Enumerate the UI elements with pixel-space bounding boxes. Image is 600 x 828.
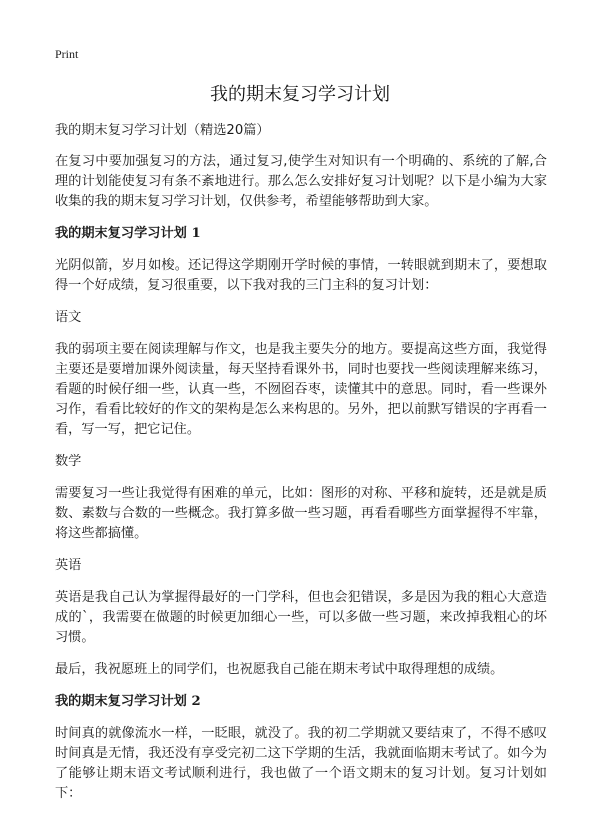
subject-chinese-text: 我的弱项主要在阅读理解与作文，也是我主要失分的地方。要提高这些方面，我觉得主要还是要增加课外阅读量，每天坚持看课外书，同时也要找一些阅读理解来练习，看题的时候仔细一些，认真一些，不囫囵吞枣，读懂其中的意思。同时，看一些课外习作，看看比较好的作文的架构是怎么来构思的。另外，把以前默写错误的字再看一看，写一写，把它记住。 — [55, 342, 547, 437]
article-body — [55, 121, 547, 816]
section-1-closing: 最后，我祝愿班上的同学们，也祝愿我自己能在期末考试中取得理想的成绩。 — [55, 662, 504, 677]
section-2-heading: 我的期末复习学习计划 2 — [55, 694, 201, 709]
section-1-heading: 我的期末复习学习计划 1 — [55, 226, 201, 241]
section-2-intro: 时间真的就像流水一样，一眨眼，就没了。我的初二学期就又要结束了，不得不感叹时间真是无情，我还没有享受完初二这下学期的生活，我就面临期末考试了。如今为了能够让期末语文考试顺利进行，我也做了一个语文期末的复习计划。复习计划如下： — [55, 726, 547, 801]
section-1-intro: 光阴似箭，岁月如梭。还记得这学期刚开学时候的事情，一转眼就到期末了，要想取得一个好成绩，复习很重要，以下我对我的三门主科的复习计划： — [55, 258, 547, 293]
print-link[interactable]: Print — [55, 47, 79, 61]
intro-paragraph: 在复习中要加强复习的方法，通过复习,使学生对知识有一个明确的、系统的了解,合理的计划能使复习有条不紊地进行。那么怎么安排好复习计划呢？以下是小编为大家收集的我的期末复习学习计划，仅供参考，希望能够帮助到大家。 — [55, 154, 547, 209]
subject-english-text: 英语是我自己认为掌握得最好的一门学科，但也会犯错误，多是因为我的粗心大意造成的`，我需要在做题的时候更加细心一些，可以多做一些习题，来改掉我粗心的坏习惯。 — [55, 590, 547, 645]
subject-math-label: 数学 — [55, 454, 82, 469]
page-title: 我的期末复习学习计划 — [210, 84, 390, 105]
subject-english-label: 英语 — [55, 558, 82, 573]
article-subtitle: 我的期末复习学习计划（精选20篇） — [55, 123, 270, 138]
subject-chinese-label: 语文 — [55, 310, 82, 325]
subject-math-text: 需要复习一些让我觉得有困难的单元，比如：图形的对称、平移和旋转，还是就是质数、素数与合数的一些概念。我打算多做一些习题，再看看哪些方面掌握得不牢靠，将这些都搞懂。 — [55, 486, 547, 541]
